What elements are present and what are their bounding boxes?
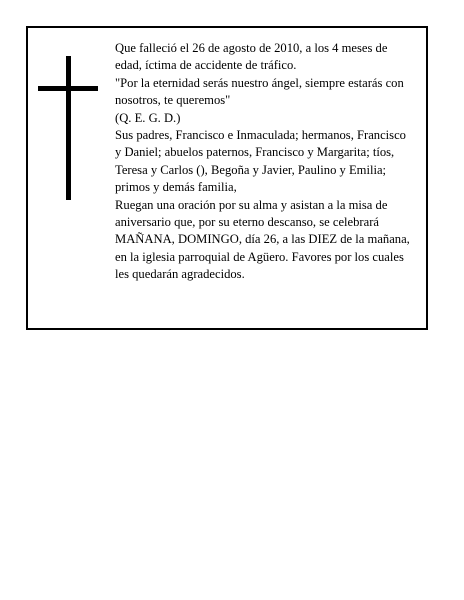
obituary-notice	[26, 26, 428, 330]
family-list: Sus padres, Francisco e Inmaculada; hermanos, Francisco y Daniel; abuelos paternos, Francisco y Margarita; tíos, Teresa y Carlos (), Begoña y Javier, Paulino y Emilia; primos y demás familia,	[115, 128, 406, 195]
notice-text	[115, 40, 415, 284]
cross-icon	[38, 56, 98, 200]
mass-invitation: Ruegan una oración por su alma y asistan a la misa de aniversario que, por su eterno descanso, se celebrará MAÑANA, DOMINGO, día 26, a las DIEZ de la mañana, en la iglesia parroquial de Agüero. Favores por los cuales les quedarán agradecidos.	[115, 197, 410, 282]
rip-abbreviation: (Q. E. G. D.)	[115, 110, 181, 125]
cross-horizontal-bar	[38, 86, 98, 91]
death-announcement: Que falleció el 26 de agosto de 2010, a los 4 meses de edad, íctima de accidente de tráfico.	[115, 41, 388, 73]
cross-vertical-bar	[66, 56, 71, 200]
memorial-quote: "Por la eternidad serás nuestro ángel, siempre estarás con nosotros, te queremos"	[115, 75, 404, 108]
